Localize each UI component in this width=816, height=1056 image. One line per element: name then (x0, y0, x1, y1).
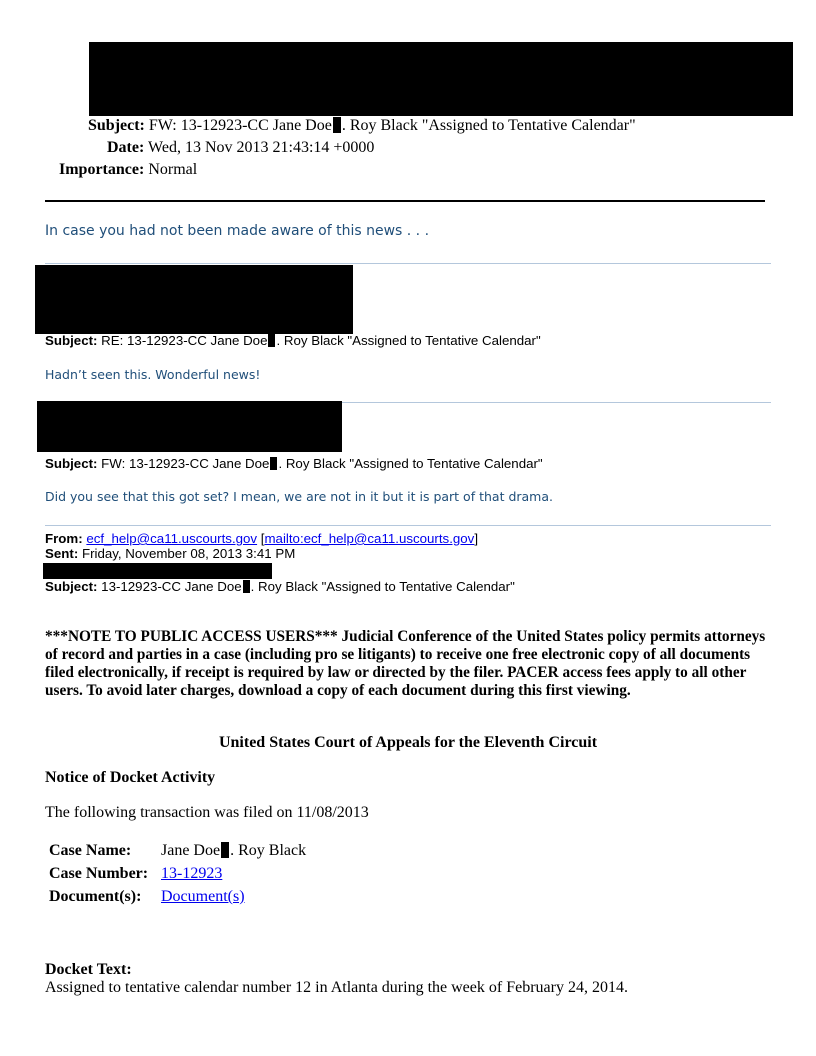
case-name-value (158, 841, 309, 864)
msg2-subject (45, 333, 541, 348)
documents-row (46, 887, 309, 910)
case-name-post: . Roy Black (230, 842, 307, 859)
message-divider-3 (45, 525, 771, 526)
msg2-subject-label: Subject: (45, 333, 98, 348)
msg4-subject (45, 579, 515, 594)
msg4-subject-label: Subject: (45, 579, 98, 594)
redaction-inline (243, 580, 250, 593)
subject-label: Subject: (88, 117, 145, 134)
header-importance (59, 161, 197, 179)
mailto-link[interactable]: mailto:ecf_help@ca11.uscourts.gov (264, 531, 475, 546)
case-number-row (46, 864, 309, 887)
msg2-subject-value-rest: . Roy Black "Assigned to Tentative Calendar" (276, 333, 541, 348)
header-date (107, 139, 374, 157)
subject-value: FW: 13-12923-CC Jane Doe (148, 117, 332, 134)
msg4-from-label: From: (45, 531, 83, 546)
msg4-sent (45, 546, 295, 561)
msg3-subject-value-rest: . Roy Black "Assigned to Tentative Calendar" (278, 456, 543, 471)
redaction-block-msg4 (43, 563, 272, 579)
bracket-close: ] (474, 531, 479, 546)
documents-link[interactable]: Document(s) (161, 888, 245, 905)
msg4-sent-value: Friday, November 08, 2013 3:41 PM (81, 546, 296, 561)
from-email-link[interactable]: ecf_help@ca11.uscourts.gov (86, 531, 258, 546)
message-divider-1 (45, 263, 771, 264)
redaction-block-top (89, 42, 793, 116)
court-title: United States Court of Appeals for the Eleventh Circuit (218, 734, 598, 751)
docket-text-label: Docket Text: (45, 961, 132, 978)
importance-value: Normal (148, 161, 198, 178)
public-access-notice: ***NOTE TO PUBLIC ACCESS USERS*** Judicial Conference of the United States policy permits attorneys of record and parties in a case (including pro se litigants) to receive one free electronic copy of all documents filed electronically, if receipt is required by law or directed by the filer. PACER access fees apply to all other users. To avoid later charges, download a copy of each document during this first viewing. (45, 628, 766, 699)
notice-heading: Notice of Docket Activity (45, 769, 216, 786)
redaction-inline (270, 457, 277, 470)
msg4-subject-value: 13-12923-CC Jane Doe (101, 579, 242, 594)
documents-label: Document(s): (49, 888, 142, 905)
case-name-pre: Jane Doe (161, 842, 221, 859)
case-number-label: Case Number: (49, 865, 149, 882)
case-number-cell (158, 864, 309, 887)
msg3-subject-label: Subject: (45, 456, 98, 471)
date-label: Date: (107, 139, 145, 156)
documents-cell (158, 887, 309, 910)
msg3-subject-value: FW: 13-12923-CC Jane Doe (101, 456, 270, 471)
transaction-text: The following transaction was filed on 11/08/2013 (45, 804, 369, 821)
header-divider (45, 200, 765, 202)
subject-value-rest: . Roy Black "Assigned to Tentative Calendar" (341, 117, 636, 134)
case-info-table (46, 841, 309, 910)
case-name-label: Case Name: (49, 842, 132, 859)
msg2-body: Hadn’t seen this. Wonderful news! (45, 367, 261, 382)
redaction-inline (268, 334, 275, 347)
msg3-body: Did you see that this got set? I mean, we are not in it but it is part of that drama. (45, 489, 553, 504)
header-subject (88, 117, 636, 135)
redaction-block-msg3 (37, 401, 342, 452)
date-value: Wed, 13 Nov 2013 21:43:14 +0000 (148, 139, 375, 156)
redaction-inline (333, 117, 341, 133)
case-name-row (46, 841, 309, 864)
redaction-inline (221, 842, 229, 858)
msg2-subject-value: RE: 13-12923-CC Jane Doe (101, 333, 268, 348)
msg3-subject (45, 456, 543, 471)
bracket-open: [ (257, 531, 265, 546)
msg4-subject-value-rest: . Roy Black "Assigned to Tentative Calendar" (250, 579, 515, 594)
forward-note: In case you had not been made aware of this news . . . (45, 223, 430, 239)
msg4-sent-label: Sent: (45, 546, 79, 561)
docket-text: Assigned to tentative calendar number 12 in Atlanta during the week of February 24, 2014. (45, 979, 628, 996)
msg4-from (45, 531, 478, 546)
redaction-block-msg2 (35, 265, 353, 334)
case-number-link[interactable]: 13-12923 (161, 865, 223, 882)
importance-label: Importance: (59, 161, 145, 178)
